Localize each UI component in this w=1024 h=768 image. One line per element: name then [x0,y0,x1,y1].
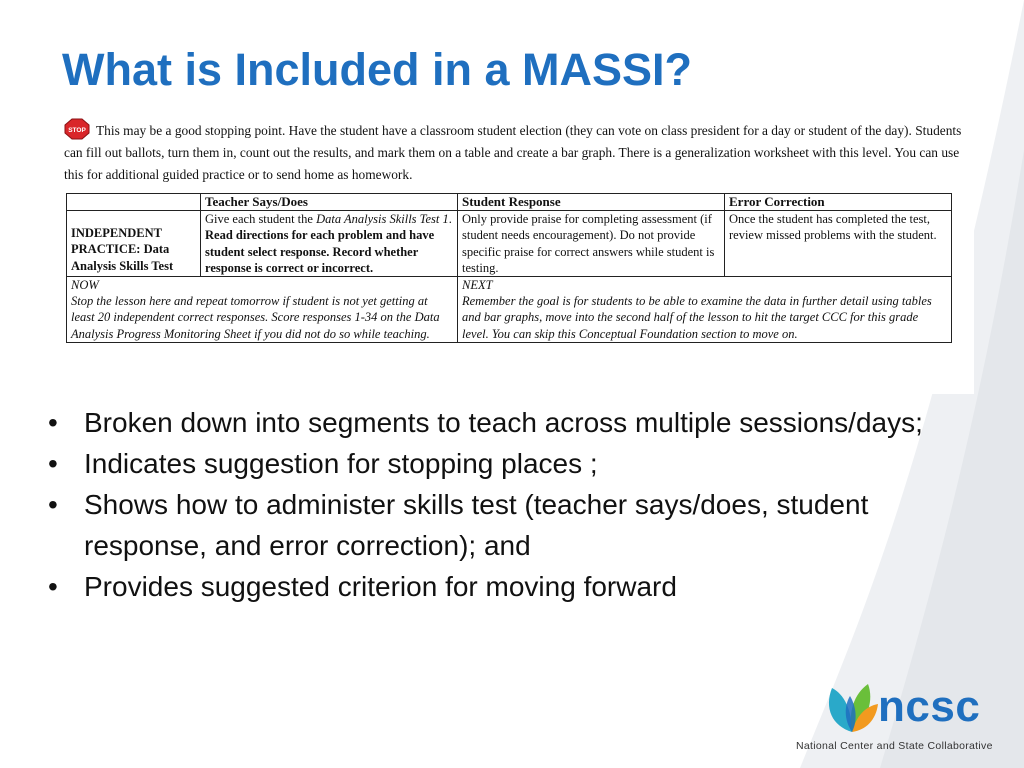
error-correction-cell: Once the student has completed the test, review missed problems with the student. [725,211,952,277]
table-header-student: Student Response [458,194,725,211]
leaf-logo-icon [822,680,880,734]
list-item: • Broken down into segments to teach across multiple sessions/days; [48,402,948,443]
intro-text: This may be a good stopping point. Have the student have a classroom student election (they can vote on class president for a day or student of the day). Students can fill out ballots, turn them in, count out the results, and mark them on a table and create a bar graph. There is a generalization worksheet with this level. You can use this for additional guided practice or to send home as homework. [64,123,962,182]
massi-table [66,193,952,343]
logo-wordmark: ncsc [878,682,981,731]
now-cell [67,277,458,343]
teacher-text-bold: Read directions for each problem and have student select response. Record whether response is correct or incorrect. [205,228,435,275]
stop-sign-icon [64,118,90,140]
independent-practice-label: INDEPENDENT PRACTICE: Data Analysis Skills Test [67,211,201,277]
teacher-text-1: Give each student the [205,212,317,227]
next-heading: NEXT [462,278,493,293]
list-item: • Provides suggested criterion for moving forward [48,566,948,607]
table-header-error: Error Correction [725,194,952,211]
teacher-says-cell [201,211,458,277]
now-text: Stop the lesson here and repeat tomorrow if student is not yet getting at least 20 independent correct responses. Score responses 1-34 on the Data Analysis Progress Monitoring Sheet if you did not do so while teaching. [71,294,440,341]
next-text: Remember the goal is for students to be able to examine the data in further detail using tables and bar graphs, move into the second half of the lesson to hit the target CCC for this grade level. You can skip this Conceptual Foundation section to move on. [462,294,932,341]
svg-text:STOP: STOP [68,127,86,134]
table-row [67,277,952,343]
list-item: • Shows how to administer skills test (teacher says/does, student response, and error correction); and [48,484,948,566]
logo-tagline: National Center and State Collaborative [796,740,993,752]
table-header-blank [67,194,201,211]
bullet-list [48,402,948,607]
table-header-row [67,194,952,211]
intro-paragraph [64,120,964,186]
next-cell [458,277,952,343]
table-header-teacher: Teacher Says/Does [201,194,458,211]
ncsc-logo [796,680,1016,756]
slide-title: What is Included in a MASSI? [62,44,693,95]
teacher-text-italic: Data Analysis Skills Test 1 [316,212,449,227]
table-row [67,211,952,277]
teacher-text-2: . [448,212,452,227]
list-item: • Indicates suggestion for stopping places ; [48,443,948,484]
student-response-cell: Only provide praise for completing assessment (if student needs encouragement). Do not provide specific praise for correct answers while student is testing. [458,211,725,277]
now-heading: NOW [71,278,99,293]
document-excerpt [60,116,974,394]
